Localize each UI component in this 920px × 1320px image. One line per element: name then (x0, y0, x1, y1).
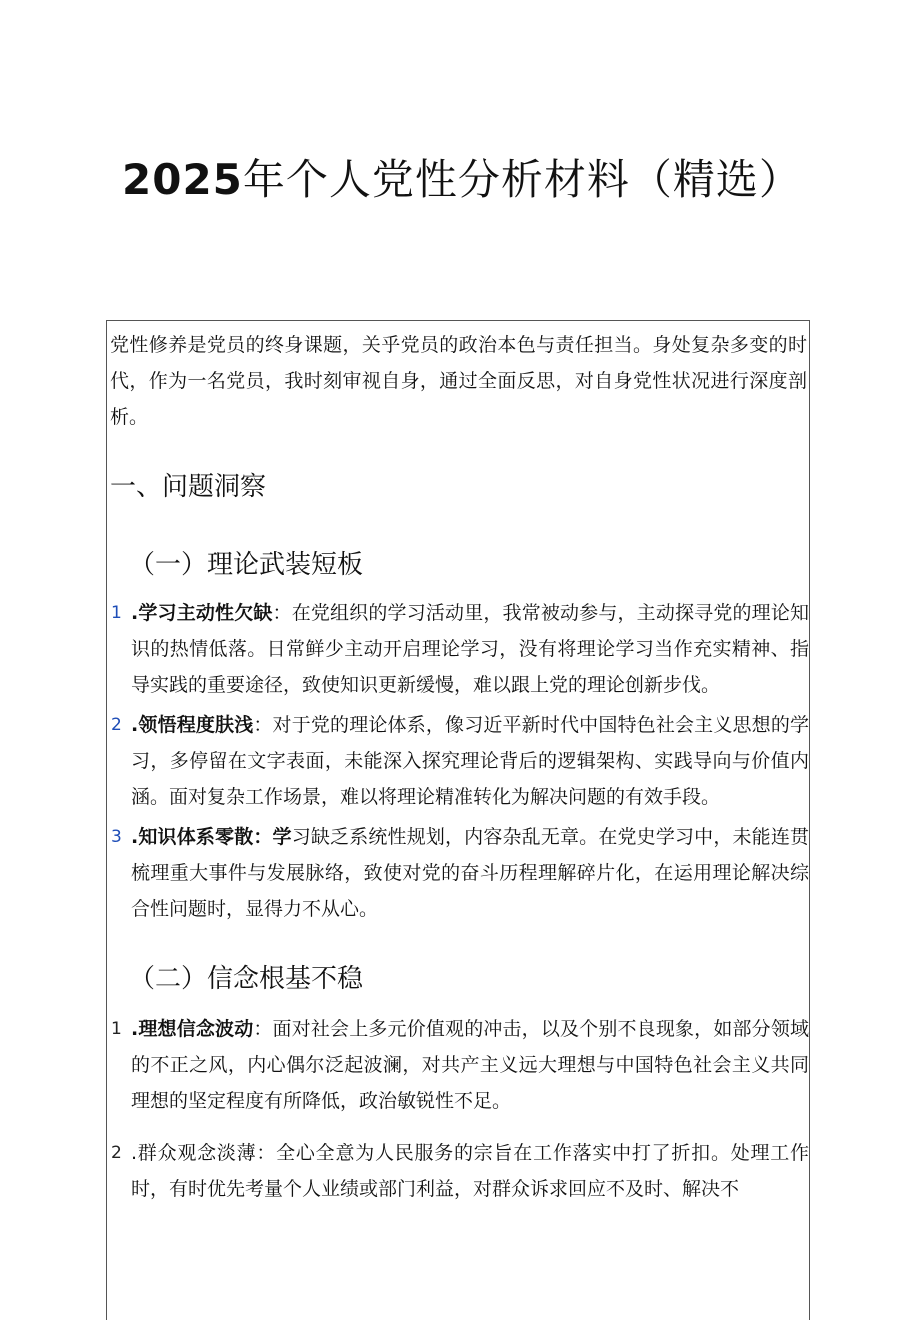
item-text (131, 1011, 809, 1119)
item-text (131, 1135, 809, 1207)
item-number: 1 (111, 1019, 122, 1039)
list-item (111, 1135, 809, 1207)
item-text (131, 707, 809, 815)
item-lead: .理想信念波动 (131, 1018, 254, 1040)
item-lead: .知识体系零散：学 (131, 826, 292, 848)
item-lead: .群众观念淡薄 (131, 1142, 257, 1164)
item-lead: .学习主动性欠缺 (131, 602, 273, 624)
subsection-heading-theory: （一）理论武装短板 (129, 550, 364, 580)
list-item (111, 595, 809, 703)
item-body: ：全心全意为人民服务的宗旨在工作落实中打了折扣。处理工作时，有时优先考量个人业绩或部门利益，对群众诉求回应不及时、解决不 (131, 1142, 809, 1200)
intro-paragraph: 党性修养是党员的终身课题，关乎党员的政治本色与责任担当。身处复杂多变的时代，作为一名党员，我时刻审视自身，通过全面反思，对自身党性状况进行深度剖析。 (110, 334, 807, 428)
subsection-heading-belief: （二）信念根基不稳 (129, 964, 364, 994)
item-lead: .领悟程度肤浅 (131, 714, 254, 736)
title-text: 年个人党性分析材料（精选） (242, 155, 802, 204)
item-text (131, 819, 809, 927)
title-year: 2025 (122, 155, 243, 204)
item-body: ：在党组织的学习活动里，我常被动参与，主动探寻党的理论知识的热情低落。日常鲜少主动开启理论学习，没有将理论学习当作充实精神、指导实践的重要途径，致使知识更新缓慢，难以跟上党的理论创新步伐。 (131, 602, 809, 696)
item-number: 1 (111, 603, 122, 623)
document-title (122, 150, 842, 210)
content-frame (106, 320, 810, 1320)
item-body: ：对于党的理论体系，像习近平新时代中国特色社会主义思想的学习，多停留在文字表面，未能深入探究理论背后的逻辑架构、实践导向与价值内涵。面对复杂工作场景，难以将理论精准转化为解决问题的有效手段。 (131, 714, 809, 808)
item-body: 习缺乏系统性规划，内容杂乱无章。在党史学习中，未能连贯梳理重大事件与发展脉络，致使对党的奋斗历程理解碎片化，在运用理论解决综合性问题时，显得力不从心。 (131, 826, 809, 920)
item-number: 2 (111, 1143, 122, 1163)
list-item (111, 1011, 809, 1119)
item-text (131, 595, 809, 703)
item-body: ：面对社会上多元价值观的冲击，以及个别不良现象，如部分领域的不正之风，内心偶尔泛起波澜，对共产主义远大理想与中国特色社会主义共同理想的坚定程度有所降低，政治敏锐性不足。 (131, 1018, 809, 1112)
item-number: 3 (111, 827, 122, 847)
list-item (111, 819, 809, 927)
section-heading-problem-insight: 一、问题洞察 (110, 472, 267, 502)
list-item (111, 707, 809, 815)
item-number: 2 (111, 715, 122, 735)
